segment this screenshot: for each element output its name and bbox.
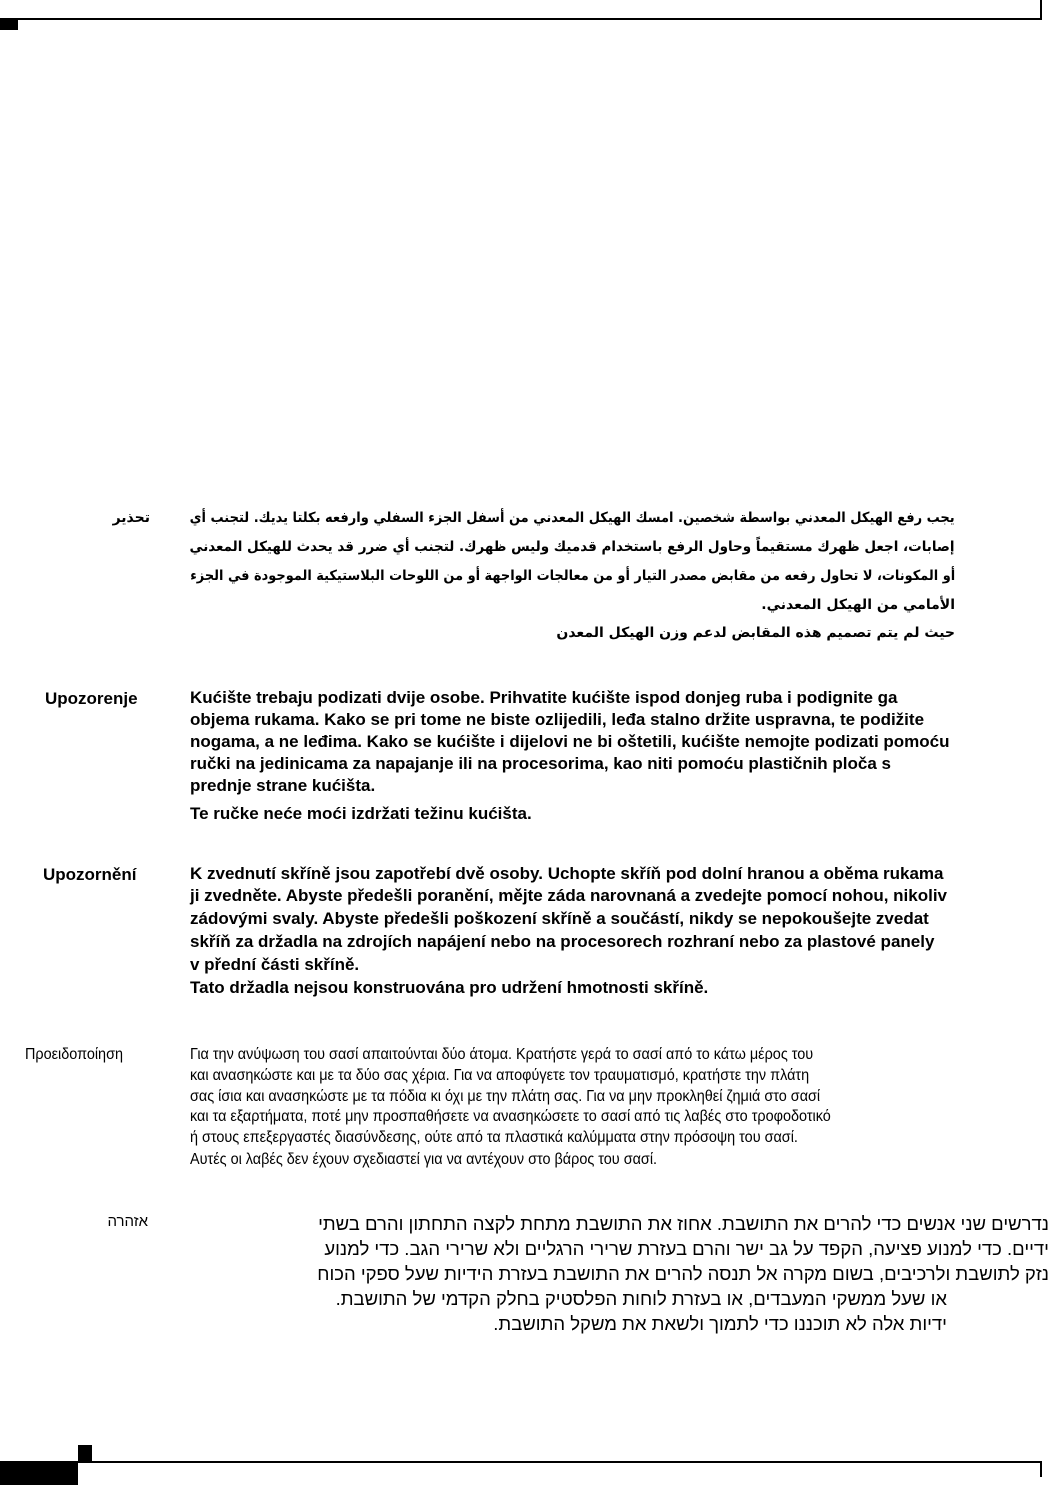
bottom-left-block (0, 1461, 78, 1485)
warning-line: ručki na jedinicama za napajanje ili na procesorima, kao niti pomoću plastičnih ploča s (190, 754, 891, 773)
warning-line: Tato držadla nejsou konstruována pro udržení hmotnosti skříně. (190, 978, 709, 997)
top-left-marker (0, 18, 18, 30)
warning-label: Upozornění (43, 865, 137, 884)
warning-line-text: נדרשים שני אנשים כדי להרים את התושבת. אחוז את התושבת מתחת לקצה התחתון והרם בשתי (318, 1213, 1049, 1234)
warning-line-text: נזק לתושבת ולרכיבים, בשום מקרה אל תנסה להרים את התושבת בעזרת הידיות שעל ספקי הכוח (317, 1263, 1049, 1284)
warning-line: Kućište trebaju podizati dvije osobe. Prihvatite kućište ispod donjeg ruba i podignite ga (190, 688, 898, 707)
warning-line-text: حيث لم يتم تصميم هذه المقابض لدعم وزن الهيكل المعدن (556, 625, 955, 641)
warning-line: K zvednutí skříně jsou zapotřebí dvě osoby. Uchopte skříň pod dolní hranou a oběma rukama (190, 864, 944, 883)
warning-line: και ανασηκώστε και με τα δύο σας χέρια. Για να αποφύγετε τον τραυματισμό, κρατήστε την πλάτη (190, 1067, 810, 1084)
warning-line: Te ručke neće moći izdržati težinu kućišta. (190, 804, 532, 823)
warning-line: objema rukama. Kako se pri tome ne biste ozlijedili, leđa stalno držite uspravna, te podižite (190, 710, 925, 729)
warning-label: אזהרה (107, 1213, 148, 1230)
warning-line (190, 1238, 1049, 1260)
warning-line (190, 568, 955, 584)
warning-line-text: או שעל ממשקי המעבדים, או בעזרת לוחות הפלסטיק בחלק הקדמי של התושבת. (335, 1288, 947, 1309)
warning-line-text: أو المكونات، لا تحاول رفعه من مقابض مصدر التيار أو من معالجات الواجهة أو من اللوحات البلاستيكية الموجودة في الجزء (190, 568, 955, 584)
warning-line (190, 539, 955, 555)
warning-line (190, 597, 955, 613)
warning-line (190, 1263, 1049, 1285)
warning-line: prednje strane kućišta. (190, 776, 376, 795)
warning-line (190, 1288, 947, 1310)
warning-label: تحذير (112, 510, 150, 526)
warning-line: Για την ανύψωση του σασί απαιτούνται δύο άτομα. Κρατήστε γερά το σασί από το κάτω μέρος του (190, 1046, 814, 1063)
warning-line: και τα εξαρτήματα, ποτέ μην προσπαθήσετε να ανασηκώσετε το σασί από τις λαβές στο τροφοδοτικό (190, 1108, 831, 1125)
warning-line: v přední části skříně. (190, 955, 360, 974)
warning-line: nogama, a ne leđima. Kako se kućište i dijelovi ne bi oštetili, kućište nemojte podizati pomoću (190, 732, 950, 751)
warning-line (190, 1313, 947, 1335)
warning-line-text: الأمامي من الهيكل المعدني. (761, 597, 955, 613)
warning-line: skříň za držadla na zdrojích napájení nebo na procesorech rozhraní nebo za plastové panely (190, 932, 935, 951)
warning-line: ή στους επεξεργαστές διασύνδεσης, ούτε από τα πλαστικά καλύμματα στην πρόσοψη του σασί. (190, 1129, 798, 1146)
top-right-tick (1040, 0, 1042, 20)
warning-line-text: ידיות אלה לא תוכננו כדי לתמוך ולשאת את משקל התושבת. (493, 1313, 947, 1334)
warning-line: ji zvedněte. Abyste předešli poranění, mějte záda narovnaná a zvedejte pomocí nohou, nikoliv (190, 886, 948, 905)
warning-line: zádovými svaly. Abyste předešli poškození skříně a součástí, nikdy se nepokoušejte zvedat (190, 909, 929, 928)
top-rule (0, 18, 1042, 20)
warning-line-text: إصابات، اجعل ظهرك مستقيماً وحاول الرفع باستخدام قدميك وليس ظهرك. لتجنب أي ضرر قد يحدث للهيكل المعدني (190, 539, 955, 555)
warning-line (190, 510, 955, 526)
warning-line (190, 625, 955, 641)
warning-label: Upozorenje (45, 689, 138, 708)
warning-line-text: ידיים. כדי למנוע פציעה, הקפד על גב ישר והרם בעזרת שרירי הרגליים ולא שרירי הגב. כדי למנוע (324, 1238, 1049, 1259)
warning-line-text: يجب رفع الهيكل المعدني بواسطة شخصين. امسك الهيكل المعدني من أسفل الجزء السفلي وارفعه بكلتا يديك. لتجنب أي (189, 510, 955, 526)
warning-line: Αυτές οι λαβές δεν έχουν σχεδιαστεί για να αντέχουν στο βάρος του σασί. (190, 1151, 658, 1168)
bottom-right-tick (1040, 1461, 1042, 1477)
warning-line (190, 1213, 1049, 1235)
bottom-left-marker (78, 1445, 92, 1461)
warning-label: Προειδοποίηση (25, 1046, 123, 1063)
bottom-rule (0, 1461, 1042, 1463)
warning-line: σας ίσια και ανασηκώστε με τα πόδια κι όχι με την πλάτη σας. Για να μην προκληθεί ζημιά στο σασί (190, 1088, 821, 1105)
